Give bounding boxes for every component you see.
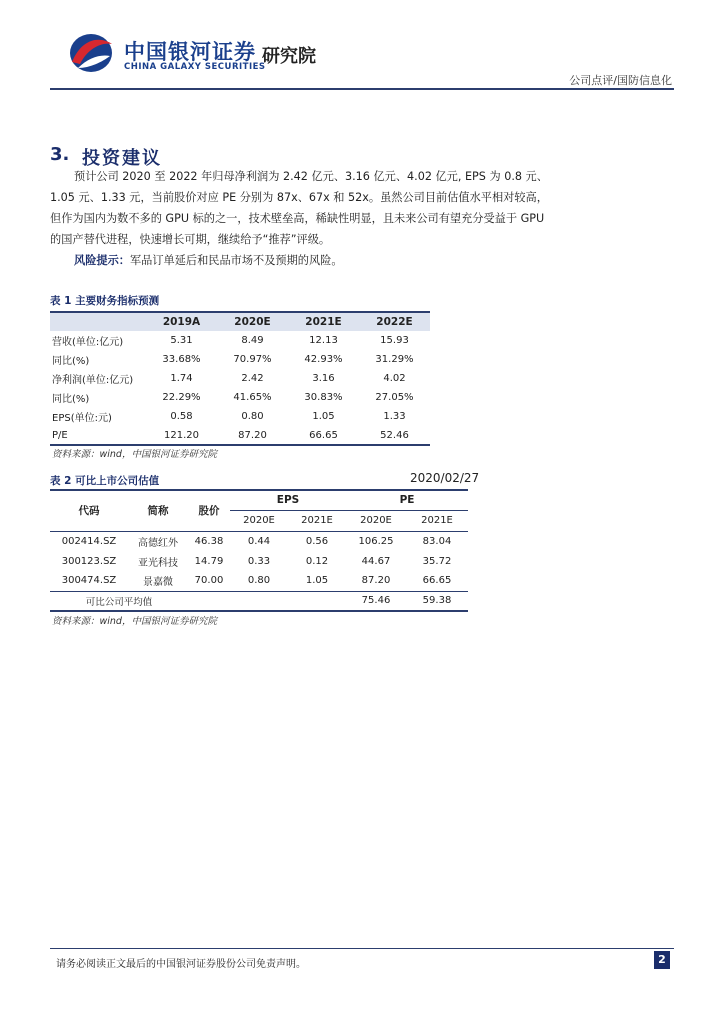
average-pe-2021: 59.38	[422, 595, 452, 607]
table-row	[50, 350, 430, 369]
table2-caption: 表 2 可比上市公司估值	[50, 475, 160, 487]
stock-code: 002414.SZ	[61, 535, 117, 547]
sub-header-cell: 2020E	[243, 515, 275, 526]
stock-name: 景嘉微	[143, 577, 173, 589]
table-cell: 0.80	[247, 575, 271, 587]
table-cell: 1.05	[305, 575, 329, 587]
footer-disclaimer: 请务必阅读正文最后的中国银河证券股份公司免责声明。	[56, 959, 306, 970]
company-name-en: CHINA GALAXY SECURITIES	[124, 62, 266, 72]
sub-header-cell: 2020E	[360, 515, 392, 526]
table-cell: 66.65	[309, 429, 338, 441]
risk-note	[74, 252, 343, 268]
average-row	[50, 591, 468, 611]
table-header-cell: 2021E	[288, 312, 359, 331]
risk-text: 军品订单延后和民品市场不及预期的风险。	[129, 254, 343, 267]
table-header-cell	[50, 312, 146, 331]
table-cell: 121.20	[164, 429, 199, 441]
table-row	[50, 531, 468, 551]
table-row	[50, 571, 468, 591]
average-pe-2020: 75.46	[361, 595, 391, 607]
table-row	[50, 407, 430, 426]
table-cell: 0.12	[305, 555, 329, 567]
table-cell: 46.38	[194, 535, 224, 547]
table-cell: 33.68%	[162, 354, 201, 365]
stock-name: 亚光科技	[138, 557, 178, 569]
footer-divider	[50, 948, 674, 949]
table-cell: 83.04	[422, 535, 452, 547]
average-label: 可比公司平均值	[85, 596, 153, 608]
sub-header-cell: 2021E	[301, 515, 333, 526]
table-cell: 31.29%	[375, 354, 414, 365]
report-category: 公司点评/国防信息化	[569, 74, 672, 87]
stock-name: 高德红外	[138, 537, 178, 549]
col-name-header: 简称	[147, 505, 169, 518]
table-row	[50, 369, 430, 388]
table-cell: 41.65%	[233, 392, 272, 403]
row-label: 净利润(单位:亿元)	[52, 375, 134, 386]
row-label: 同比(%)	[52, 394, 90, 405]
galaxy-logo-icon	[68, 32, 114, 74]
stock-code: 300474.SZ	[61, 575, 117, 587]
sub-header-cell: 2021E	[421, 515, 453, 526]
table-cell: 66.65	[422, 575, 452, 587]
table-cell: 52.46	[380, 429, 409, 441]
table1-source: 资料来源：wind，中国银河证券研究院	[52, 449, 217, 460]
table-cell: 0.56	[305, 535, 329, 547]
institute-label: 研究院	[262, 46, 316, 67]
table-cell: 35.72	[422, 555, 452, 567]
comparable-valuation-table	[50, 489, 468, 612]
table2-source: 资料来源：wind，中国银河证券研究院	[52, 616, 217, 627]
table-cell: 2.42	[241, 373, 264, 384]
table-cell: 0.80	[241, 411, 264, 422]
table-cell: 12.13	[309, 335, 338, 346]
row-label: 营收(单位:亿元)	[52, 337, 124, 348]
table-cell: 22.29%	[162, 392, 201, 403]
table-row	[50, 551, 468, 571]
table-cell: 0.44	[247, 535, 271, 547]
table-header-cell: 2022E	[359, 312, 430, 331]
section-number: 3.	[50, 144, 70, 165]
table-row	[50, 388, 430, 407]
table-cell: 0.58	[170, 411, 193, 422]
stock-code: 300123.SZ	[61, 555, 117, 567]
table-cell: 27.05%	[375, 392, 414, 403]
table-row	[50, 426, 430, 445]
row-label: EPS(单位:元)	[52, 413, 112, 424]
table-cell: 4.02	[383, 373, 406, 384]
col-price-header: 股价	[198, 505, 220, 518]
table-cell: 42.93%	[304, 354, 343, 365]
table-cell: 87.20	[361, 575, 391, 587]
section-title: 投资建议	[82, 148, 162, 169]
table-cell: 87.20	[238, 429, 267, 441]
pe-group-header: PE	[346, 490, 468, 510]
table2-date: 2020/02/27	[410, 471, 480, 485]
investment-paragraph: 预计公司 2020 至 2022 年归母净利润为 2.42 亿元、3.16 亿元、4.02 亿元, EPS 为 0.8 元、1.05 元、1.33 元，当前股价对应 PE 分别为 87x、67x 和 52x。虽然公司目前估值水平相对较高，但作为国内为数不多的 GPU 标的之一，技术壁垒高，稀缺性明显，且未来公司有望充分受益于 GPU 的国产替代进程，快速增长可期，继续给予“推荐”评级。	[50, 170, 548, 246]
table-header-cell: 2020E	[217, 312, 288, 331]
table-cell: 14.79	[194, 555, 224, 567]
table-cell: 15.93	[380, 335, 409, 346]
table-cell: 1.74	[170, 373, 193, 384]
table-header-cell: 2019A	[146, 312, 217, 331]
table-cell: 1.33	[383, 411, 406, 422]
table-cell: 0.33	[247, 555, 271, 567]
table-row	[50, 331, 430, 350]
eps-group-header: EPS	[230, 490, 346, 510]
table-cell: 70.97%	[233, 354, 272, 365]
col-code-header: 代码	[78, 505, 100, 518]
table-cell: 30.83%	[304, 392, 343, 403]
table-cell: 44.67	[361, 555, 391, 567]
table-header-row	[50, 490, 468, 510]
risk-label: 风险提示：	[74, 254, 130, 267]
page-number: 2	[654, 951, 670, 969]
table-cell: 70.00	[194, 575, 224, 587]
row-label: 同比(%)	[52, 356, 90, 367]
header-divider	[50, 88, 674, 90]
financial-forecast-table	[50, 311, 430, 446]
row-label: P/E	[52, 429, 68, 441]
table-header-row	[50, 312, 430, 331]
table-cell: 3.16	[312, 373, 335, 384]
table-cell: 1.05	[312, 411, 335, 422]
table-cell: 106.25	[358, 535, 394, 547]
company-name-cn: 中国银河证券	[124, 40, 256, 64]
table-cell: 5.31	[170, 335, 193, 346]
table1-caption: 表 1 主要财务指标预测	[50, 295, 160, 307]
table-cell: 8.49	[241, 335, 264, 346]
